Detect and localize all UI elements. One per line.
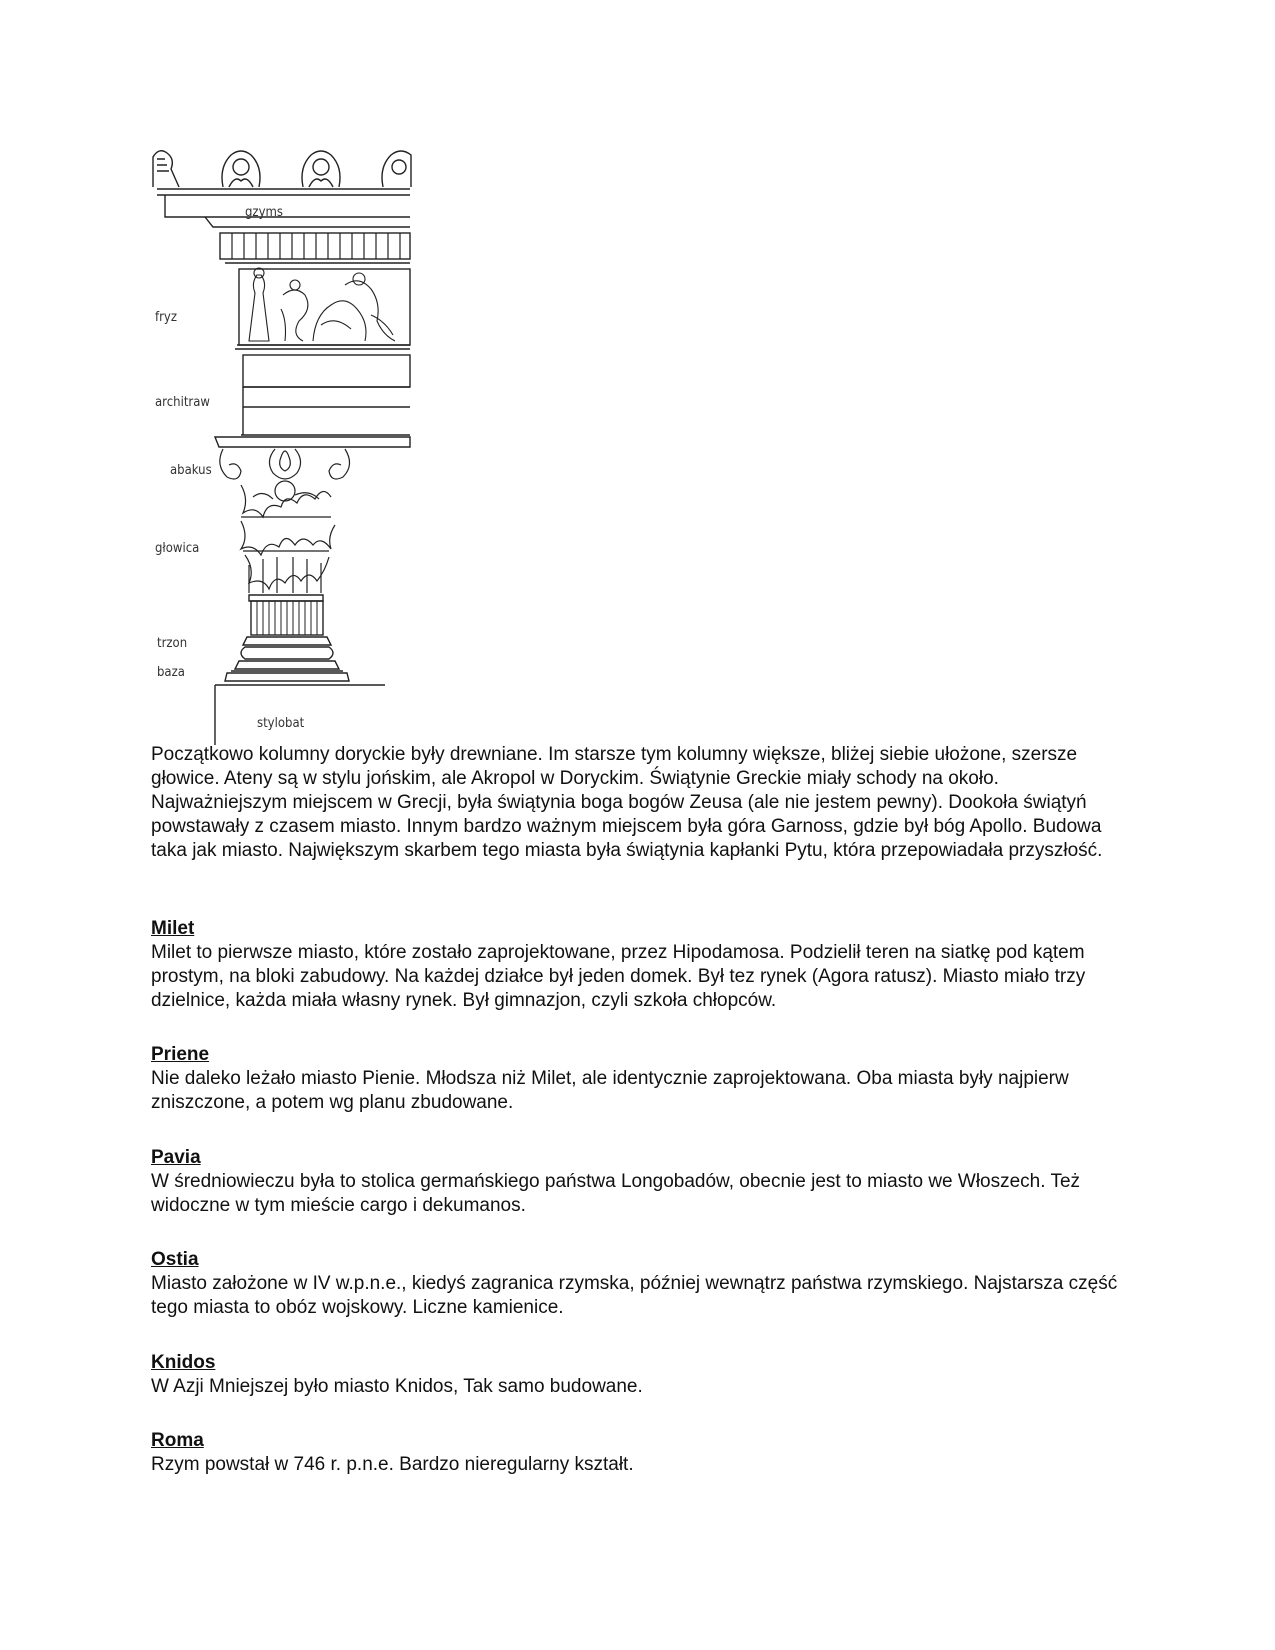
section-knidos (151, 1351, 1131, 1399)
section-heading: Milet (151, 918, 195, 939)
acroterion-ornament (302, 151, 340, 187)
label-fryz: fryz (155, 310, 178, 325)
label-baza: baza (157, 665, 185, 680)
section-text: W Azji Mniejszej było miasto Knidos, Tak samo budowane. (151, 1376, 643, 1397)
corinthian-column-drawing (145, 145, 435, 745)
section-text: Nie daleko leżało miasto Pienie. Młodsza niż Milet, ale identycznie zaprojektowana. Oba miasta były najpierw zniszczone, a potem wg planu zbudowane. (151, 1068, 1069, 1113)
section-heading: Roma (151, 1430, 204, 1451)
label-glowica: głowica (155, 541, 200, 556)
section-heading: Knidos (151, 1352, 216, 1373)
section-ostia (151, 1248, 1131, 1320)
section-pavia (151, 1146, 1131, 1218)
label-trzon: trzon (157, 636, 188, 651)
label-stylobat: stylobat (257, 716, 305, 731)
section-text: W średniowieczu była to stolica germańskiego państwa Longobadów, obecnie jest to miasto we Włoszech. Też widoczne w tym mieście cargo i dekumanos. (151, 1171, 1081, 1216)
capital-carving (220, 449, 350, 593)
acroterion-ornament (153, 151, 179, 187)
section-text: Milet to pierwsze miasto, które zostało zaprojektowane, przez Hipodamosa. Podzielił teren na siatkę pod kątem prostym, na bloki zabudowy. Na każdej działce był jeden domek. Był tez rynek (Agora ratusz). Miasto miało trzy dzielnice, każda miała własny rynek. Był gimnazjon, czyli szkoła chłopców. (151, 942, 1086, 1011)
intro-paragraph: Początkowo kolumny doryckie były drewniane. Im starsze tym kolumny większe, bliżej siebie ułożone, szersze głowice. Ateny są w stylu jońskim, ale Akropol w Doryckim. Świątynie Greckie miały schody na około. Najważniejszym miejscem w Grecji, była świątynia boga bogów Zeusa (ale nie jestem pewny). Dookoła świątyń powstawały z czasem miasto. Innym bardzo ważnym miejscem była góra Garnoss, gdzie był bóg Apollo. Budowa taka jak miasto. Największym skarbem tego miasta była świątynia kapłanki Pytu, która przepowiadała przyszłość. (151, 744, 1103, 861)
label-abakus: abakus (170, 463, 212, 478)
section-heading: Ostia (151, 1249, 199, 1270)
column-order-diagram (145, 145, 435, 745)
section-roma (151, 1429, 1131, 1477)
acroterion-ornament (222, 151, 260, 187)
frieze-figures (249, 268, 395, 341)
acroterion-ornament (382, 151, 411, 187)
section-milet (151, 917, 1131, 1013)
label-architraw: architraw (155, 395, 210, 410)
section-text: Rzym powstał w 746 r. p.n.e. Bardzo nieregularny kształt. (151, 1454, 634, 1475)
label-gzyms: gzyms (245, 205, 283, 220)
section-heading: Priene (151, 1044, 210, 1065)
section-text: Miasto założone w IV w.p.n.e., kiedyś zagranica rzymska, później wewnątrz państwa rzymskiego. Najstarsza część tego miasta to obóz wojskowy. Liczne kamienice. (151, 1273, 1118, 1318)
section-heading: Pavia (151, 1147, 201, 1168)
section-priene (151, 1043, 1131, 1115)
